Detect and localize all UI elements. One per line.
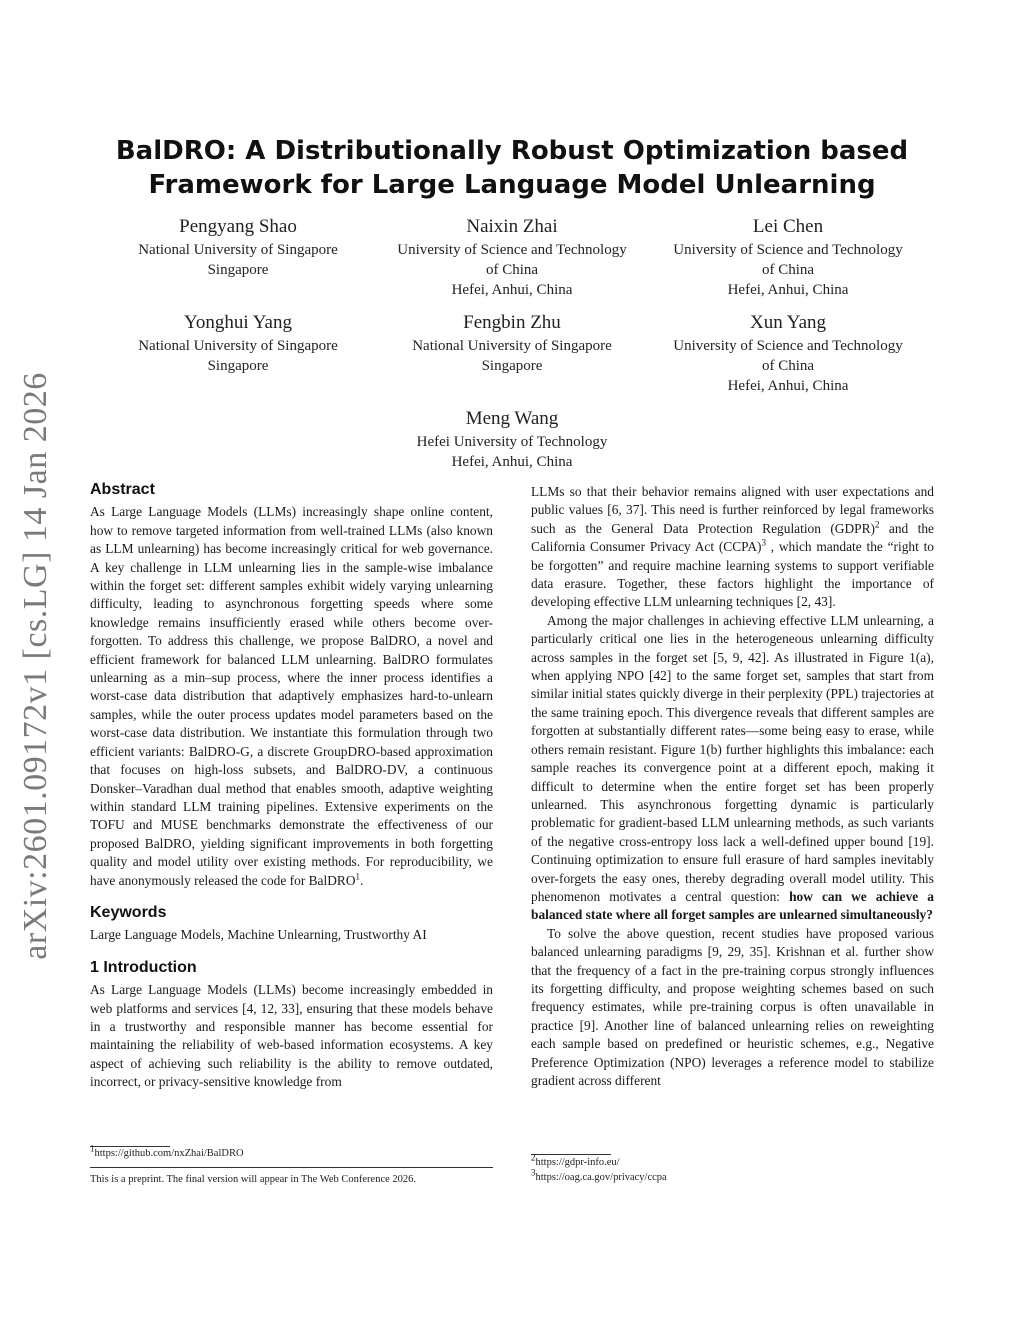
- title-line-2: Framework for Large Language Model Unlearning: [148, 170, 876, 200]
- abstract-body: As Large Language Models (LLMs) increasingly shape online content, how to remove targeted information from well-trained LLMs (also known as LLM unlearning) has become increasingly critical for web governance. A key challenge in LLM unlearning lies in the sample-wise imbalance within the forget set: different samples exhibit widely varying unlearning difficulty, leading to asynchronous forgetting speeds where some knowledge remains insufficiently erased while others become over-forgotten. To address this challenge, we propose BalDRO, a novel and efficient framework for balanced LLM unlearning. BalDRO formulates unlearning as a min–sup process, where the inner process identifies a worst-case data distribution that adaptively emphasizes hard-to-unlearn samples, while the outer process updates model parameters based on the worst-case data distribution. We instantiate this formulation through two efficient variants: BalDRO-G, a discrete GroupDRO-based approximation that focuses on high-loss subsets, and BalDRO-DV, a continuous Donsker–Varadhan dual method that enables smooth, adaptive weighting within standard LLM training pipelines. Extensive experiments on the TOFU and MUSE benchmarks demonstrate the effectiveness of our proposed BalDRO, yielding significant improvements in both forgetting quality and model utility over existing methods. For reproducibility, we have anonymously released the code for BalDRO: [90, 504, 493, 888]
- author-name: Pengyang Shao: [179, 216, 297, 237]
- author-affiliation: National University of Singapore: [412, 338, 612, 354]
- author-affiliation: Hefei University of Technology: [416, 434, 608, 450]
- text-run: and the California Consumer Privacy Act (CCPA): [531, 520, 935, 555]
- footnote-marker: 2: [875, 519, 880, 530]
- author-block: [372, 406, 652, 472]
- footnote-marker: 3: [531, 1167, 536, 1178]
- author-name: Yonghui Yang: [184, 312, 292, 333]
- author-location: Singapore: [481, 358, 543, 374]
- author-name: Fengbin Zhu: [463, 312, 561, 333]
- author-name: Xun Yang: [749, 312, 827, 333]
- arxiv-stamp: [6, 371, 66, 960]
- author-affiliation: National University of Singapore: [138, 338, 338, 354]
- intro-paragraph-continued: [531, 483, 934, 612]
- left-column: [90, 481, 493, 1092]
- keywords-heading: Keywords: [90, 903, 167, 921]
- footnote-3: [531, 1167, 934, 1185]
- text-run: , which mandate the “right to be forgotten” and require machine learning systems to support verifiable data erasure. Together, these factors highlight the importance of developing effective LLM unlearning techniques [2, 43].: [531, 539, 934, 610]
- footnote-link: https://gdpr-info.eu/: [535, 1157, 620, 1168]
- footnote-marker: 1: [90, 1143, 95, 1154]
- author-location: Singapore: [207, 358, 269, 374]
- keywords-text: Large Language Models, Machine Unlearning, Trustworthy AI: [90, 927, 427, 943]
- author-affiliation: of China: [761, 358, 815, 374]
- author-affiliation: National University of Singapore: [138, 242, 338, 258]
- preprint-note: This is a preprint. The final version will appear in The Web Conference 2026.: [90, 1174, 417, 1185]
- author-name: Meng Wang: [465, 408, 559, 429]
- author-location: Hefei, Anhui, China: [451, 282, 573, 298]
- footnote-marker: 1: [355, 871, 360, 882]
- author-location: Singapore: [207, 262, 269, 278]
- footnote-marker: 3: [761, 537, 767, 548]
- related-work-paragraph: To solve the above question, recent studies have proposed various balanced unlearning paradigms [9, 29, 35]. Krishnan et al. further show that the frequency of a fact in the pre-training corpus strongly influences its forgetting difficulty, and propose weighting schemes based on such frequency estimates, while pre-training corpus is often unavailable in practice [9]. Another line of balanced unlearning relies on reweighting each sample based on predefined or heuristic schemes, e.g., Negative Preference Optimization (NPO) leverages a reference model to stabilize gradient across different: [531, 925, 934, 1088]
- author-block: [648, 214, 928, 300]
- paper-title: [90, 134, 934, 202]
- abstract-end: .: [360, 872, 364, 888]
- text-run: Among the major challenges in achieving effective LLM unlearning, a particularly critical one lies in the heterogeneous unlearning difficulty across samples in the forget set [5, 9, 42]. As illustrated in Figure 1(a), when applying NPO [42] to the same forget set, samples that start from similar initial states quickly diverge in their perplexity (PPL) trajectories at the same training epoch. This divergence reveals that different samples are forgotten at substantially different rates—some being easy to erase, while others remain resistant. Figure 1(b) further highlights this imbalance: each sample reaches its convergence point at a different epoch, making it difficult to determine when the entire forget set has been properly unlearned. This asynchronous forgetting dynamic is particularly problematic for gradient-based LLM unlearning methods, as such variants of the negative cross-entropy loss lack a well-defined upper bound [19]. Continuing optimization to ensure full erasure of hard samples inevitably over-forgets the easy ones, thereby degrading overall model utility. This phenomenon motivates a central question:: [531, 612, 934, 904]
- footnote-link: https://oag.ca.gov/privacy/ccpa: [535, 1172, 667, 1183]
- author-name: Lei Chen: [752, 216, 824, 237]
- author-affiliation: of China: [761, 262, 815, 278]
- intro-paragraph: As Large Language Models (LLMs) become increasingly embedded in web platforms and services [4, 12, 33], ensuring that these models behave in a trustworthy and responsible manner has become essential for maintaining the reliability of web-based information ecosystems. A key aspect of achieving such reliability is the ability to remove outdated, incorrect, or privacy-sensitive knowledge from: [90, 982, 493, 1090]
- footnote-marker: 2: [531, 1152, 536, 1163]
- introduction-heading: 1 Introduction: [90, 958, 197, 976]
- footnote-1: [90, 1143, 493, 1161]
- footnote-rule: [531, 1154, 611, 1155]
- text-run: LLMs so that their behavior remains aligned with user expectations and public values [6, 37]. This need is further reinforced by legal frameworks such as the General Data Protection Regulation (GDPR): [531, 484, 934, 536]
- title-line-1: BalDRO: A Distributionally Robust Optimization based: [115, 136, 909, 166]
- author-location: Hefei, Anhui, China: [727, 282, 849, 298]
- author-block: [110, 310, 366, 376]
- abstract-heading: Abstract: [90, 481, 155, 498]
- right-column: [531, 483, 934, 1090]
- abstract-text: [90, 503, 493, 890]
- arxiv-stamp-text: arXiv:2601.09172v1 [cs.LG] 14 Jan 2026: [17, 371, 54, 960]
- challenge-paragraph: [531, 612, 934, 925]
- author-affiliation: University of Science and Technology: [397, 242, 627, 258]
- central-question: how can we achieve a balanced state where all forget samples are unlearned simultaneously?: [531, 888, 934, 923]
- author-block: [110, 214, 366, 280]
- author-affiliation: of China: [485, 262, 539, 278]
- footnote-2: [531, 1152, 934, 1170]
- author-block: [372, 310, 652, 376]
- author-name: Naixin Zhai: [466, 216, 558, 237]
- author-block: [372, 214, 652, 300]
- author-location: Hefei, Anhui, China: [727, 378, 849, 394]
- author-affiliation: University of Science and Technology: [673, 338, 903, 354]
- author-block: [648, 310, 928, 396]
- author-affiliation: University of Science and Technology: [673, 242, 903, 258]
- author-location: Hefei, Anhui, China: [451, 454, 573, 470]
- preprint-rule: [90, 1167, 493, 1168]
- footnote-link: https://github.com/nxZhai/BalDRO: [94, 1148, 244, 1159]
